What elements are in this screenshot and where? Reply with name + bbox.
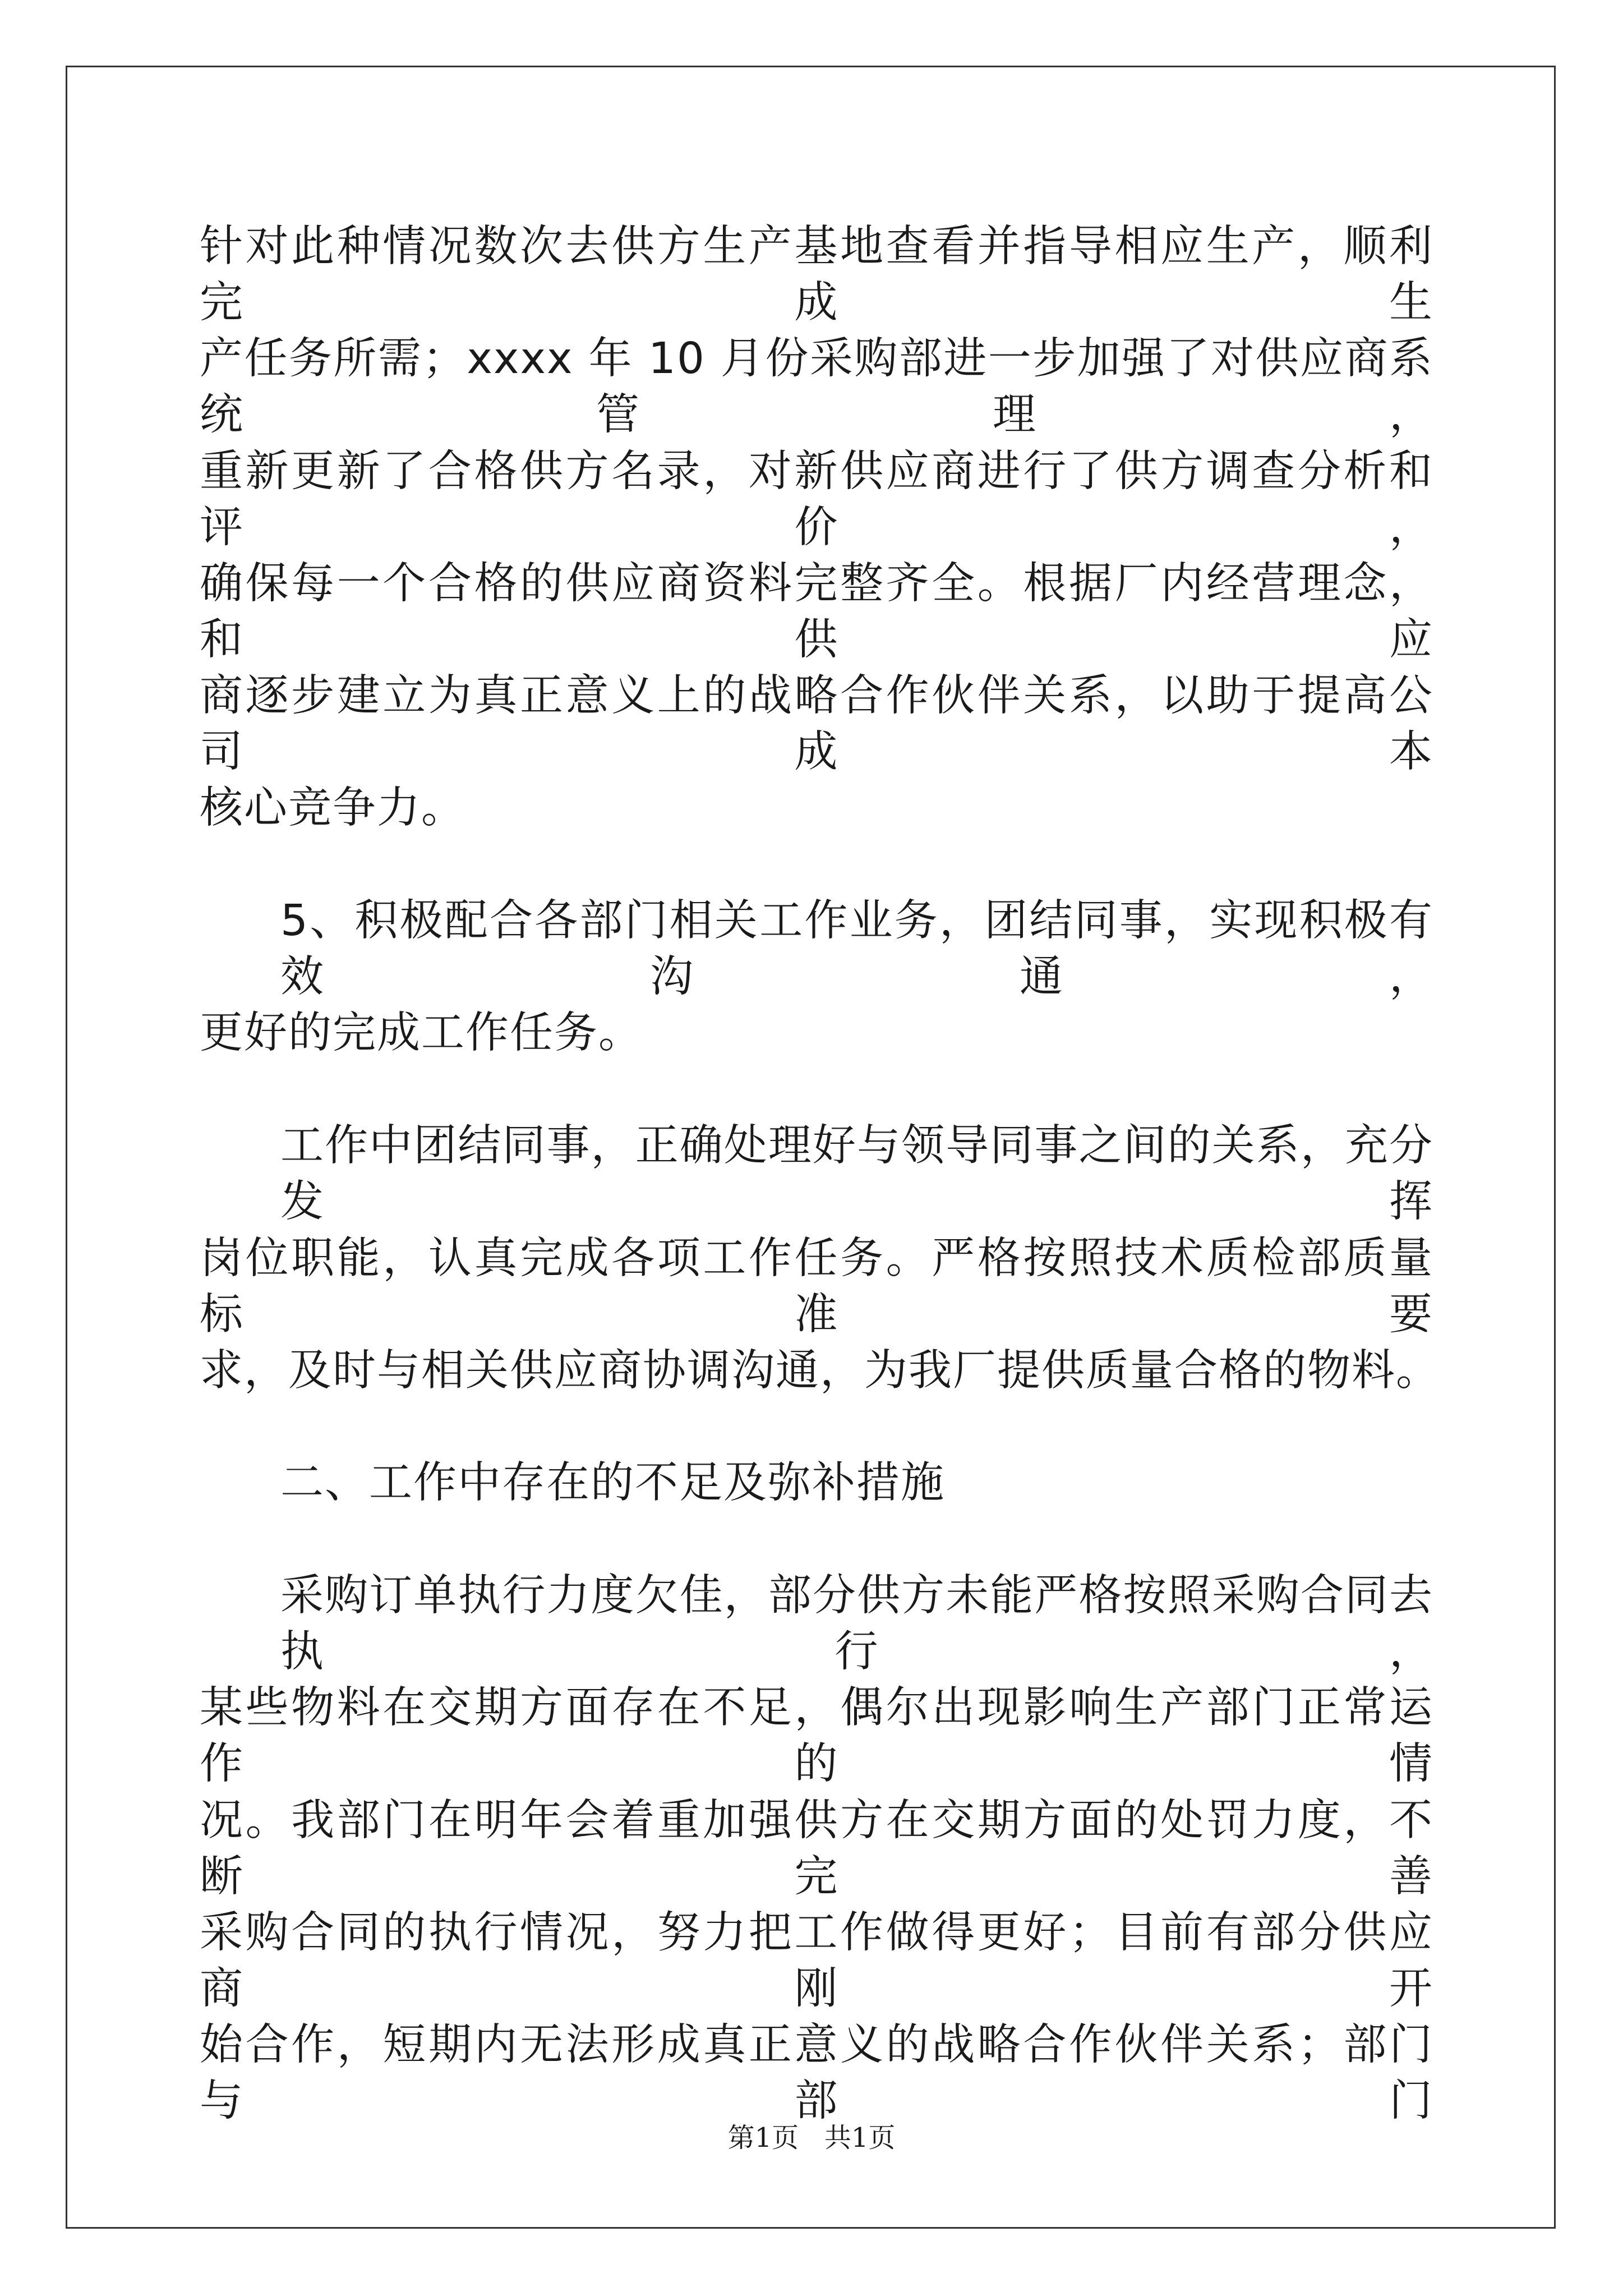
text-line-14: 某些物料在交期方面存在不足，偶尔出现影响生产部门正常运作的情 [200, 1683, 1433, 1789]
text-line-6: 核心竞争力。 [200, 783, 465, 833]
text-line-10: 岗位职能，认真完成各项工作任务。严格按照技术质检部质量标准要 [200, 1234, 1433, 1340]
text-line-7: 5、积极配合各部门相关工作业务，团结同事，实现积极有效沟通， [280, 896, 1433, 1002]
text-line-8: 更好的完成工作任务。 [200, 1008, 643, 1058]
text-line-3: 重新更新了合格供方名录，对新供应商进行了供方调查分析和评价， [200, 447, 1433, 553]
text-line-9: 工作中团结同事，正确处理好与领导同事之间的关系，充分发挥 [280, 1121, 1433, 1227]
text-line-2: 产任务所需；xxxx 年 10 月份采购部进一步加强了对供应商系统管理， [200, 334, 1433, 440]
text-line-15: 况。我部门在明年会着重加强供方在交期方面的处罚力度，不断完善 [200, 1796, 1433, 1902]
section-heading: 二、工作中存在的不足及弥补措施 [280, 1458, 945, 1508]
text-line-4: 确保每一个合格的供应商资料完整齐全。根据厂内经营理念，和供应 [200, 559, 1433, 665]
text-line-1: 针对此种情况数次去供方生产基地查看并指导相应生产，顺利完成生 [200, 222, 1433, 328]
text-line-5: 商逐步建立为真正意义上的战略合作伙伴关系，以助于提高公司成本 [200, 671, 1433, 777]
text-line-16: 采购合同的执行情况，努力把工作做得更好；目前有部分供应商刚开 [200, 1908, 1433, 2014]
text-line-17: 始合作，短期内无法形成真正意义的战略合作伙伴关系；部门与部门 [200, 2020, 1433, 2126]
text-line-13: 采购订单执行力度欠佳，部分供方未能严格按照采购合同去执行， [280, 1571, 1433, 1677]
text-line-11: 求，及时与相关供应商协调沟通，为我厂提供质量合格的物料。 [200, 1346, 1440, 1396]
page-number: 第1页 共1页 [727, 2122, 896, 2154]
